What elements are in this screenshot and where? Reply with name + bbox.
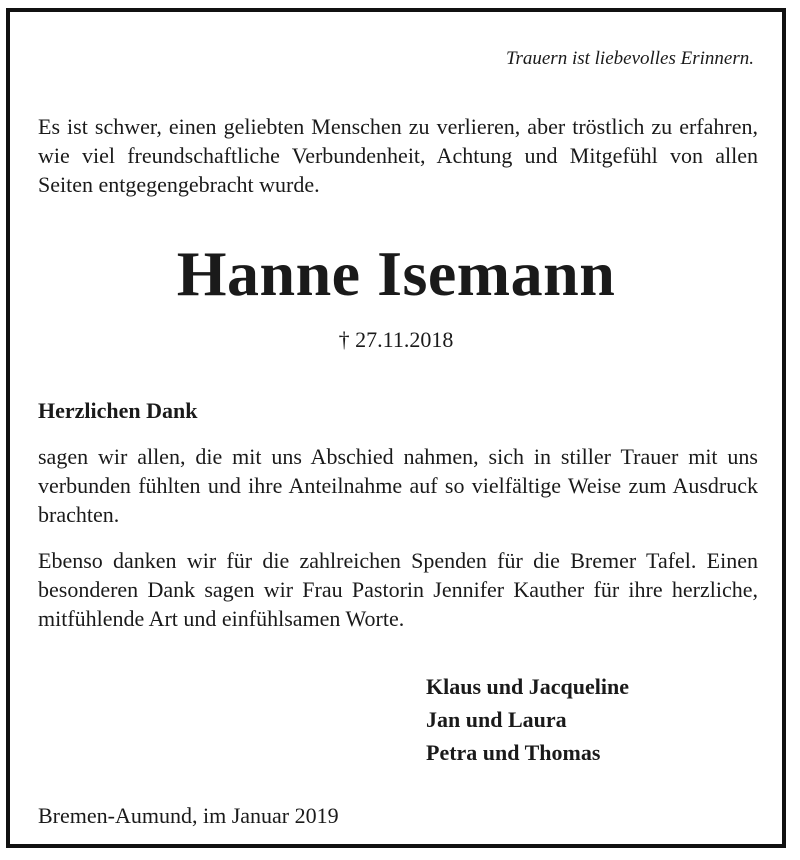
signer: Jan und Laura <box>426 707 567 732</box>
thanks-heading: Herzlichen Dank <box>38 398 198 423</box>
donation-paragraph: Ebenso danken wir für die zahlreichen Spenden für die Bremer Tafel. Einen besonderen Dank sagen wir Frau Pastorin Jennifer Kauther für ihre herzliche, mitfühlende Art und einfühlsamen Worte. <box>38 548 758 631</box>
signer: Klaus und Jacqueline <box>426 674 629 699</box>
notice-frame <box>6 8 786 848</box>
motto: Trauern ist liebevolles Erinnern. <box>505 48 754 69</box>
thanks-paragraph: sagen wir allen, die mit uns Abschied nahmen, sich in stiller Trauer mit uns verbunden fühlten und ihre Anteilnahme auf so vielfältige Weise zum Ausdruck brachten. <box>38 444 758 527</box>
death-date: † 27.11.2018 <box>338 327 454 352</box>
signer: Petra und Thomas <box>426 740 601 765</box>
deceased-name: Hanne Isemann <box>176 238 616 309</box>
intro-paragraph: Es ist schwer, einen geliebten Menschen zu verlieren, aber tröstlich zu erfahren, wie viel freundschaftliche Verbundenheit, Achtung und Mitgefühl von allen Seiten entgegengebracht wurde. <box>38 114 758 197</box>
signers-list <box>426 670 629 769</box>
place-date: Bremen-Aumund, im Januar 2019 <box>38 803 339 828</box>
